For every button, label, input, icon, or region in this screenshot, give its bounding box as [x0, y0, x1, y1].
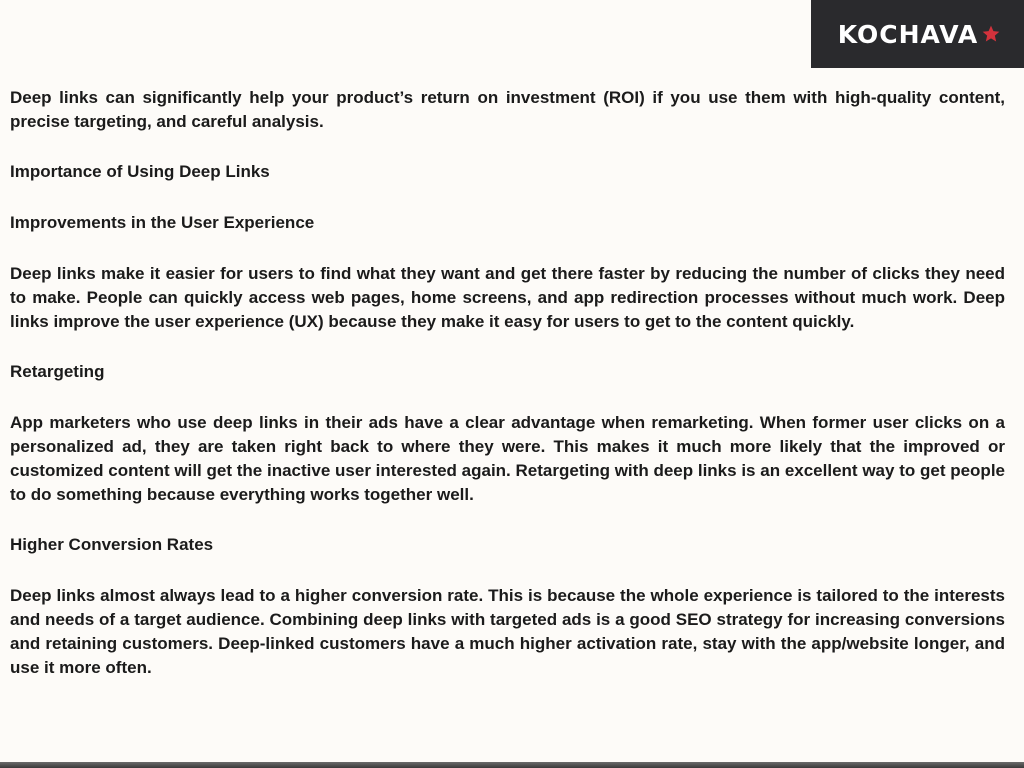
star-icon [981, 24, 1001, 44]
intro-paragraph: Deep links can significantly help your product’s return on investment (ROI) if you use them with high-quality content, precise targeting, and careful analysis. [10, 88, 1005, 131]
paragraph-user-experience: Deep links make it easier for users to find what they want and get there faster by reducing the number of clicks they need to make. People can quickly access web pages, home screens, and app redirection processes without much work. Deep links improve the user experience (UX) because they make it easy for users to get to the content quickly. [10, 264, 1005, 331]
heading-retargeting: Retargeting [10, 362, 105, 381]
heading-conversion-rates: Higher Conversion Rates [10, 535, 214, 554]
article-body [10, 86, 1005, 706]
paragraph-retargeting: App marketers who use deep links in their ads have a clear advantage when remarketing. When former user clicks on a personalized ad, they are taken right back to where they were. This makes it much more likely that the improved or customized content will get the inactive user interested again. Retargeting with deep links is an excellent way to get people to do something because everything works together well. [10, 413, 1005, 504]
paragraph-conversion-rates: Deep links almost always lead to a higher conversion rate. This is because the whole experience is tailored to the interests and needs of a target audience. Combining deep links with targeted ads is a good SEO strategy for increasing conversions and retaining customers. Deep-linked customers have a much higher activation rate, stay with the app/website longer, and use it more often. [10, 586, 1005, 677]
logo-text: KOCHAVA [837, 19, 979, 49]
kochava-logo [811, 0, 1024, 68]
bottom-divider [0, 762, 1024, 768]
heading-importance: Importance of Using Deep Links [10, 162, 270, 181]
heading-user-experience: Improvements in the User Experience [10, 213, 315, 232]
